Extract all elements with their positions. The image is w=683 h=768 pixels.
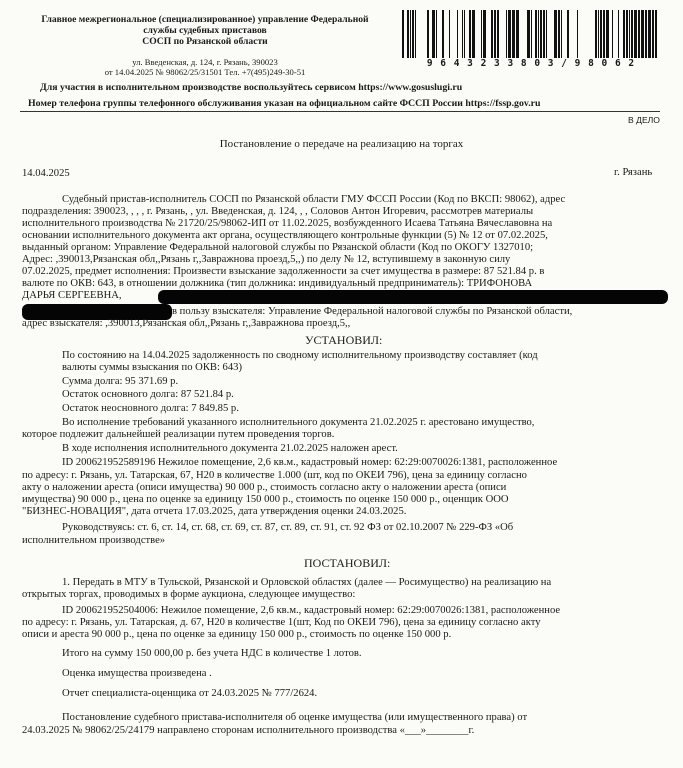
intro-line: Судебный пристав-исполнитель СОСП по Рязанской области ГМУ ФССП России (Код по ВКСП: 98062), адрес: [62, 194, 566, 205]
document-barcode: [400, 10, 662, 58]
barcode-bar: [457, 10, 458, 58]
org-name-line3: СОСП по Рязанской области: [142, 36, 268, 47]
barcode-bar: [506, 10, 507, 58]
barcode-bar: [638, 10, 640, 58]
barcode-bar: [462, 10, 463, 58]
barcode-bar: [494, 10, 496, 58]
debt-principal: Остаток основного долга: 87 521.84 р.: [62, 389, 234, 400]
barcode-bar: [598, 10, 599, 58]
barcode-bar: [561, 10, 562, 58]
barcode-bar: [442, 10, 444, 58]
barcode-bar: [508, 10, 511, 58]
report-line: Отчет специалиста-оценщика от 24.03.2025 № 777/2624.: [62, 688, 318, 699]
barcode-bar: [491, 10, 493, 58]
barcode-bar: [543, 10, 545, 58]
valuation-line: Оценка имущества произведена .: [62, 668, 212, 679]
resolved-heading: ПОСТАНОВИЛ:: [304, 556, 391, 570]
intro-line: основании исполнительного документа акт органа, осуществляющего контрольные функции (5) № 12 от 07.02.2025,: [22, 230, 548, 241]
intro-line: исполнительного производства № 21720/25/98062-ИП от 11.02.2025, возбужденного Исаева Татьяна Вячеславовна на: [22, 218, 553, 229]
barcode-bar: [558, 10, 560, 58]
arrest-line: Во исполнение требований указанного исполнительного документа 21.02.2025 г. арестовано имущество,: [62, 417, 535, 428]
barcode-bar: [641, 10, 644, 58]
barcode-digits: 9 6 4 3 2 3 3 8 0 3 / 9 8 0 6 2: [426, 58, 636, 69]
barcode-bar: [655, 10, 657, 58]
item-line: по адресу: г. Рязань, ул. Татарская, д. 67, Н20 в количестве 1(шт, Код по ОКЕИ 796), цена за единицу согласно акту: [22, 617, 541, 628]
arrest-line: которое подлежит дальнейшей реализации путем проведения торгов.: [22, 429, 335, 440]
redaction-bar: [158, 290, 668, 304]
document-title: Постановление о передаче на реализацию на торгах: [219, 138, 464, 150]
barcode-bar: [497, 10, 499, 58]
barcode-bar: [472, 10, 475, 58]
barcode-bar: [603, 10, 605, 58]
header-divider: [20, 111, 660, 112]
guided-line: Руководствуясь: ст. 6, ст. 14, ст. 68, ст. 69, ст. 87, ст. 89, ст. 91, ст. 92 ФЗ от 02.10.2007 № 229-ФЗ «Об: [62, 522, 514, 533]
barcode-bar: [629, 10, 630, 58]
document-city: г. Рязань: [614, 167, 653, 178]
debt-line: валюты суммы взыскания по ОКВ: 643): [62, 362, 242, 373]
intro-line: выданный органом: Управление Федеральной налоговой службы по Рязанской области (Код по ОКОГУ 1327010;: [22, 242, 534, 253]
property-line: имущества) 90 000 р., цена по оценке за единицу 150 000 р., стоимость по оценке 150 000 р., оценщик ООО: [22, 494, 509, 505]
claimant-line: в пользу взыскателя: Управление Федеральной налоговой службы по Рязанской области,: [172, 306, 573, 317]
gosuslugi-notice: Для участия в исполнительном производстве воспользуйтесь сервисом https://www.gosuslugi.ru: [40, 82, 463, 93]
debt-secondary: Остаток неосновного долга: 7 849.85 р.: [62, 403, 239, 414]
barcode-bar: [402, 10, 404, 58]
barcode-bar: [612, 10, 613, 58]
barcode-bar: [645, 10, 647, 58]
barcode-bar: [595, 10, 597, 58]
total-line: Итого на сумму 150 000,00 р. без учета НДС в количестве 1 лотов.: [62, 648, 362, 659]
barcode-bar: [415, 10, 416, 58]
resolution-line: 1. Передать в МТУ в Тульской, Рязанской и Орловской областях (далее — Росимущество) на реализацию на: [62, 577, 552, 588]
item-line: описи и ареста 90 000 р., цена по оценке за единицу 150 000 р., стоимость по оценке 150 000 р.: [22, 629, 452, 640]
barcode-bar: [540, 10, 542, 58]
barcode-bar: [469, 10, 471, 58]
barcode-bar: [634, 10, 637, 58]
intro-line: подразделения: 390023, , , , г. Рязань, , ул. Введенская, д. 124, , , Соловов Антон Игоревич, рассмотрев материалы: [22, 206, 534, 217]
barcode-bar: [652, 10, 654, 58]
org-name-line1: Главное межрегиональное (специализированное) управление Федеральной: [41, 14, 369, 25]
barcode-bar: [432, 10, 435, 58]
intro-line: валюте по ОКВ: 643, в отношении должника (тип должника: индивидуальный предприниматель): ТРИФОНОВА: [22, 278, 533, 289]
barcode-bar: [618, 10, 619, 58]
guided-line: исполнительном производстве»: [22, 535, 166, 546]
final-line: 24.03.2025 № 98062/25/24179 направлено сторонам исполнительного производства «___»________г.: [22, 725, 475, 736]
barcode-bar: [449, 10, 450, 58]
barcode-bar: [648, 10, 651, 58]
barcode-bar: [577, 10, 578, 58]
barcode-bar: [412, 10, 414, 58]
barcode-bar: [481, 10, 482, 58]
barcode-bar: [407, 10, 409, 58]
barcode-bar: [512, 10, 515, 58]
doc-reference: от 14.04.2025 № 98062/25/31501 Тел. +7(495)249-30-51: [104, 67, 306, 77]
arrest-note: В ходе исполнения исполнительного документа 21.02.2025 наложен арест.: [62, 443, 398, 454]
stamp-v-delo: В ДЕЛО: [628, 115, 660, 125]
barcode-bar: [483, 10, 486, 58]
barcode-bar: [623, 10, 625, 58]
barcode-bar: [546, 10, 547, 58]
barcode-bar: [626, 10, 628, 58]
barcode-bar: [567, 10, 569, 58]
barcode-bar: [436, 10, 437, 58]
debtor-name: ДАРЬЯ СЕРГЕЕВНА,: [22, 290, 122, 301]
org-name-line2: службы судебных приставов: [143, 25, 267, 36]
barcode-bar: [631, 10, 633, 58]
resolution-line: открытых торгах, проводимых в форме аукциона, следующее имущество:: [22, 589, 356, 600]
property-line: по адресу: г. Рязань, ул. Татарская, 67, Н20 в количестве 1.000 (шт, код по ОКЕИ 796), цена за единицу согласно: [22, 470, 527, 481]
item-line: ID 200621952504006: Нежилое помещение, 2,6 кв.м., кадастровый номер: 62:29:0070026:1381, расположенное: [62, 605, 561, 616]
document-date: 14.04.2025: [22, 168, 70, 179]
phone-notice: Номер телефона группы телефонного обслуживания указан на официальном сайте ФССП России https://fssp.gov.ru: [28, 98, 541, 109]
barcode-bar: [527, 10, 530, 58]
org-address: ул. Введенская, д. 124, г. Рязань, 390023: [132, 57, 278, 67]
established-heading: УСТАНОВИЛ:: [305, 333, 383, 347]
barcode-bar: [606, 10, 609, 58]
debt-total: Сумма долга: 95 371.69 р.: [62, 376, 179, 387]
property-line: ID 200621952589196 Нежилое помещение, 2,6 кв.м., кадастровый номер: 62:29:0070026:1381, расположенное: [62, 457, 558, 468]
barcode-bar: [531, 10, 532, 58]
final-line: Постановление судебного пристава-исполнителя об оценке имущества (или имущественного права) от: [62, 712, 528, 723]
barcode-bar: [538, 10, 539, 58]
claimant-address: адрес взыскателя: ,390013,Рязанская обл,,Рязань г,,Завражнова проезд,5,,: [22, 318, 351, 329]
barcode-bar: [410, 10, 411, 58]
property-line: акту о наложении ареста (описи имущества) 90 000 р., стоимость согласно акту о наложении ареста (описи: [22, 482, 507, 493]
barcode-bar: [427, 10, 429, 58]
barcode-bar: [516, 10, 519, 58]
debt-line: По состоянию на 14.04.2025 задолженность по сводному исполнительному производству составляет (код: [62, 350, 538, 361]
intro-line: 07.02.2025, предмет исполнения: Произвести взыскание задолженности за счет имущества в размере: 87 521.84 р. в: [22, 266, 545, 277]
barcode-bar: [535, 10, 537, 58]
intro-line: Адрес: ,390013,Рязанская обл,,Рязань г,,Завражнова проезд,5,,) по делу № 12, вступившему в законную силу: [22, 254, 511, 265]
barcode-bar: [600, 10, 602, 58]
barcode-bar: [464, 10, 465, 58]
barcode-bar: [554, 10, 557, 58]
property-line: "БИЗНЕС-НОВАЦИЯ", дата отчета 17.03.2025, дата утверждения оценки 24.03.2025.: [22, 506, 407, 517]
